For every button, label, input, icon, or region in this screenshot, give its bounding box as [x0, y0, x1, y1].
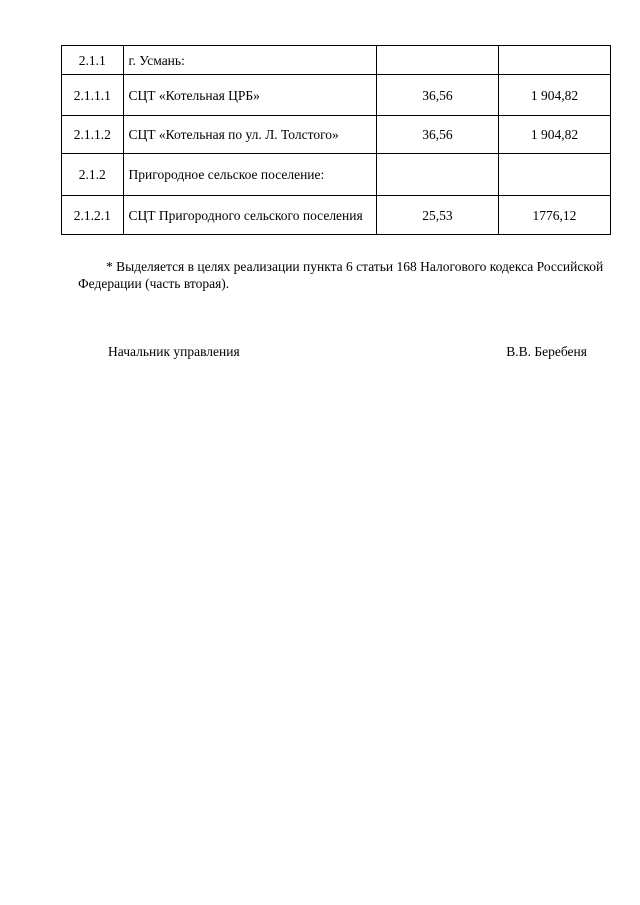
signature-title: Начальник управления	[108, 344, 240, 359]
row-value-1: 36,56	[376, 75, 498, 116]
row-name: СЦТ «Котельная по ул. Л. Толстого»	[123, 116, 376, 154]
signature-name: В.В. Беребеня	[506, 344, 587, 359]
table-row	[62, 75, 611, 116]
footnote: * Выделяется в целях реализации пункта 6 статьи 168 Налогового кодекса Российской Федерации (часть вторая).	[78, 259, 604, 291]
row-value-2	[498, 46, 610, 75]
table-row	[62, 46, 611, 75]
row-number: 2.1.2.1	[62, 196, 124, 235]
row-value-2: 1776,12	[498, 196, 610, 235]
row-number: 2.1.1.1	[62, 75, 124, 116]
row-value-2	[498, 154, 610, 196]
row-value-2: 1 904,82	[498, 116, 610, 154]
row-name: СЦТ «Котельная ЦРБ»	[123, 75, 376, 116]
table-row	[62, 154, 611, 196]
row-value-2: 1 904,82	[498, 75, 610, 116]
row-value-1: 36,56	[376, 116, 498, 154]
row-name: г. Усмань:	[123, 46, 376, 75]
row-number: 2.1.1.2	[62, 116, 124, 154]
row-value-1	[376, 46, 498, 75]
row-value-1	[376, 154, 498, 196]
table-row	[62, 116, 611, 154]
row-name: СЦТ Пригородного сельского поселения	[123, 196, 376, 235]
row-number: 2.1.1	[62, 46, 124, 75]
row-name: Пригородное сельское поселение:	[123, 154, 376, 196]
table-row	[62, 196, 611, 235]
row-value-1: 25,53	[376, 196, 498, 235]
tariff-table	[61, 45, 611, 235]
row-number: 2.1.2	[62, 154, 124, 196]
